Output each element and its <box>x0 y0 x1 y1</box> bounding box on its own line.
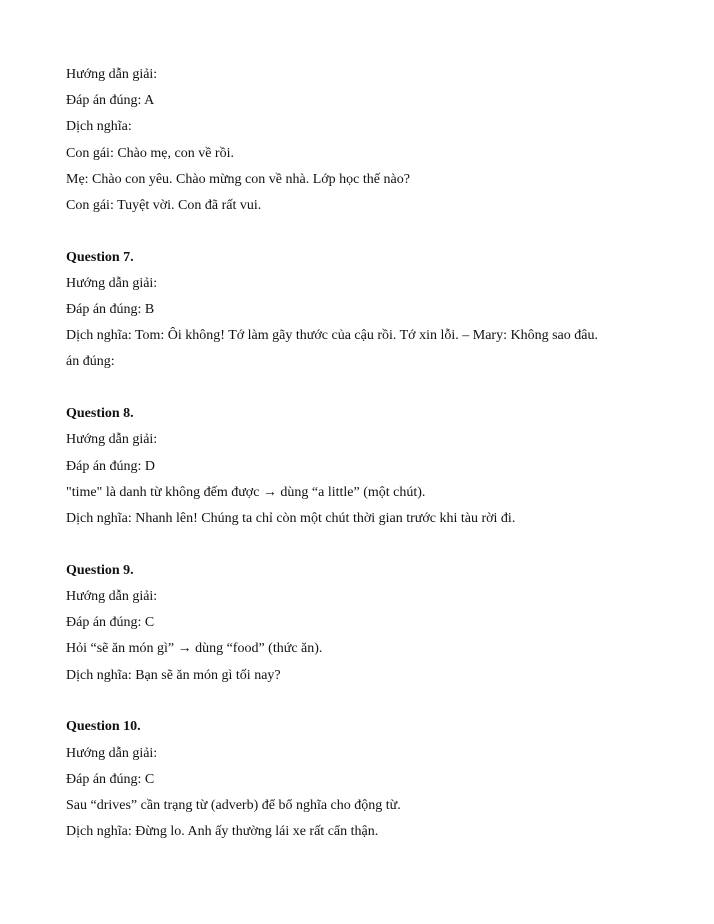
question-9-title: Question 9. <box>66 562 134 578</box>
document-page <box>66 62 666 845</box>
intro-block <box>66 62 666 219</box>
question-10-block <box>66 714 666 845</box>
question-10-title: Question 10. <box>66 719 141 735</box>
question-7-block <box>66 245 666 376</box>
dialogue-line: Con gái: Tuyệt vời. Con đã rất vui. <box>66 197 262 213</box>
section-spacer <box>66 376 666 402</box>
correct-answer: Đáp án đúng: C <box>66 771 155 787</box>
translation: Dịch nghĩa: Nhanh lên! Chúng ta chỉ còn một chút thời gian trước khi tàu rời đi. <box>66 511 516 526</box>
guide-heading: Hướng dẫn giải: <box>66 745 158 761</box>
correct-answer: Đáp án đúng: A <box>66 93 155 109</box>
translation-label: Dịch nghĩa: <box>66 119 132 135</box>
section-spacer <box>66 532 666 558</box>
explanation: Hỏi “sẽ ăn món gì” → dùng “food” (thức ăn). <box>66 641 323 657</box>
explanation: "time" là danh từ không đếm được → dùng “a little” (một chút). <box>66 484 426 500</box>
guide-heading: Hướng dẫn giải: <box>66 275 158 291</box>
translation: Dịch nghĩa: Tom: Ôi không! Tớ làm gãy thước của cậu rồi. Tớ xin lỗi. – Mary: Không sao đâu. <box>66 328 598 344</box>
dialogue-line: Con gái: Chào mẹ, con về rồi. <box>66 145 234 161</box>
section-spacer <box>66 219 666 245</box>
question-7-title: Question 7. <box>66 249 134 265</box>
guide-heading: Hướng dẫn giải: <box>66 67 158 82</box>
question-8-title: Question 8. <box>66 406 134 422</box>
question-9-block <box>66 558 666 689</box>
translation: Dịch nghĩa: Đừng lo. Anh ấy thường lái xe rất cẩn thận. <box>66 824 379 840</box>
explanation: Sau “drives” cần trạng từ (adverb) để bổ nghĩa cho động từ. <box>66 797 401 813</box>
stray-text: án đúng: <box>66 354 115 370</box>
section-spacer <box>66 689 666 715</box>
correct-answer: Đáp án đúng: D <box>66 458 156 474</box>
translation: Dịch nghĩa: Bạn sẽ ăn món gì tối nay? <box>66 667 281 683</box>
guide-heading: Hướng dẫn giải: <box>66 588 158 604</box>
dialogue-line: Mẹ: Chào con yêu. Chào mừng con về nhà. Lớp học thế nào? <box>66 171 410 187</box>
correct-answer: Đáp án đúng: C <box>66 615 155 631</box>
correct-answer: Đáp án đúng: B <box>66 302 155 318</box>
guide-heading: Hướng dẫn giải: <box>66 432 158 448</box>
question-8-block <box>66 401 666 532</box>
